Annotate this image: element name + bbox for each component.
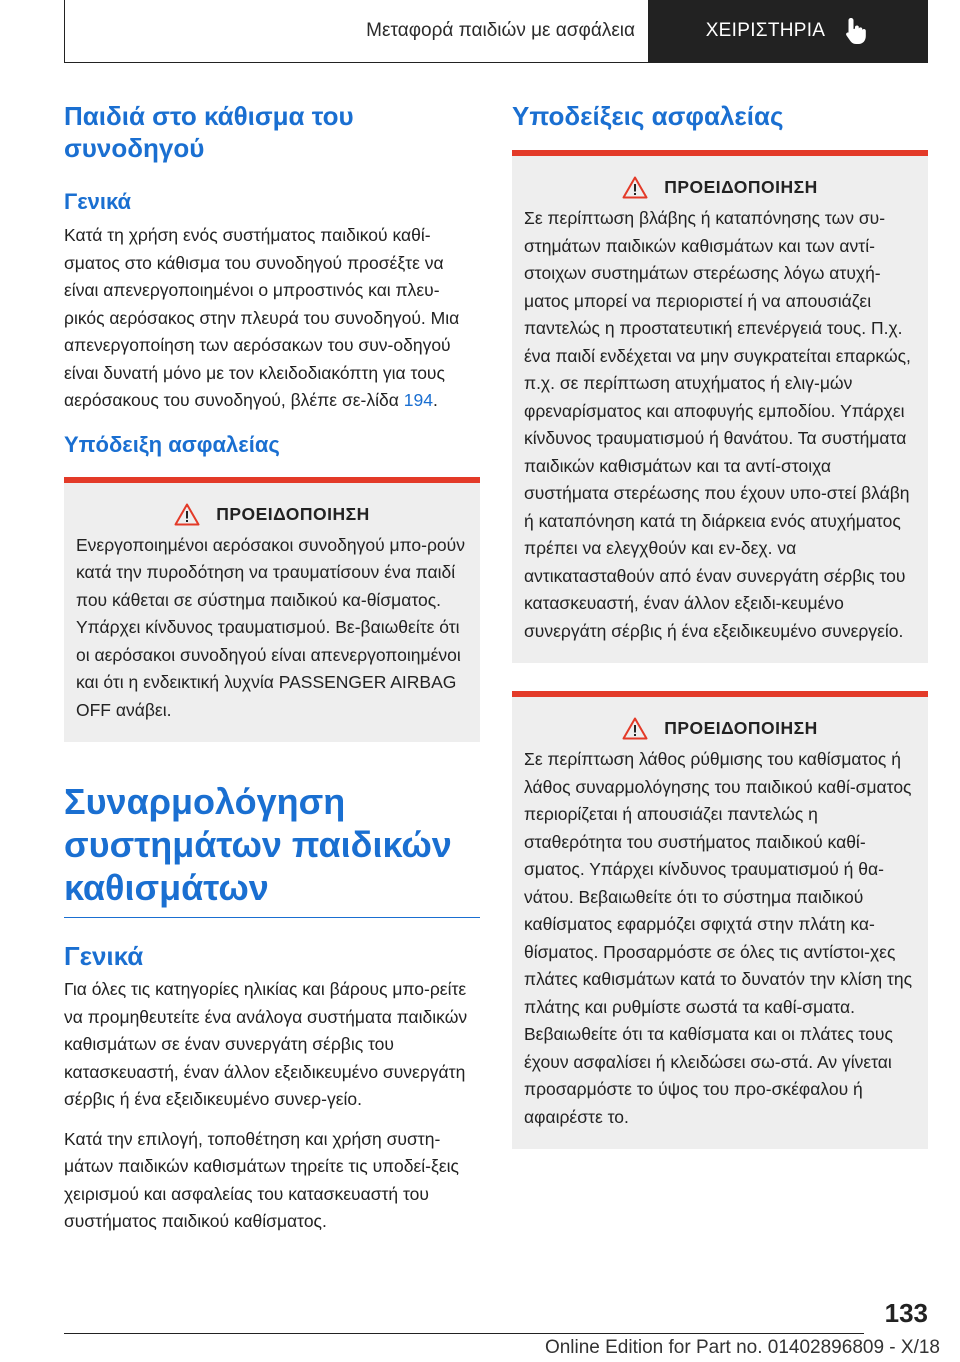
warning-text: Σε περίπτωση λάθος ρύθμισης του καθίσματος ή λάθος συναρμολόγησης του παιδικού καθί-σματος περιορίζεται ή απουσιάζει παντελώς η σταθερότητα του συστήματος παιδικού καθί-σματος. Υπάρχει κίνδυνος τραυματισμού ή θα-νάτου. Βεβαιωθείτε ότι το σύστημα παιδικού καθίσματος εφαρμόζει σφιχτά στην πλάτη κα-θίσματος. Προσαρμόστε σε όλες τις αντίστοι-χες πλάτες καθισμάτων κατά το δυνατόν την κλίση της πλάτης και ρυθμίστε σωστά τα καθί-σματα. Βεβαιωθείτε ότι τα καθίσματα και οι πλάτες τους έχουν ασφαλίσει ή κλειδώσει σω-στά. Αν γίνεται προσαρμόστε το ύψος του προ-σκέφαλου ή αφαιρέστε το. bbox=[524, 749, 913, 1127]
warning-text: Ενεργοποιημένοι αερόσακοι συνοδηγού μπο-ρούν κατά την πυροδότηση να τραυματίσουν ένα παιδί που κάθεται σε σύστημα παιδικού κα-θίσματος. Υπάρχει κίνδυνος τραυματισμού. Βε-βαιωθείτε ότι οι αερόσακοι συνοδηγού είναι απενεργοποιημένοι και ότι η ενδεικτική λυχνία PASSENGER AIRBAG OFF ανάβει. bbox=[76, 534, 465, 720]
paragraph-general-2a: Για όλες τις κατηγορίες ηλικίας και βάρους μπο-ρείτε να προμηθευτείτε ένα ανάλογα συστήματα παιδικών καθισμάτων σε έναν συνεργάτη σέρβις του κατασκευαστή, έναν άλλον εξειδικευμένο συνεργάτη σέρβις ή ένα εξειδικευμένο συνερ-γείο. bbox=[64, 979, 468, 1109]
warning-triangle-icon bbox=[174, 503, 200, 526]
footer-divider bbox=[64, 1333, 864, 1334]
paragraph-general-2b: Κατά την επιλογή, τοποθέτηση και χρήση συστη-μάτων παιδικών καθισμάτων τηρείτε τις υποδεί-ξεις χειρισμού και ασφαλείας του κατασκευαστή του συστήματος παιδικού καθίσματος. bbox=[64, 1128, 459, 1231]
section-heading-child-seat: Παιδιά στο κάθισμα του συνοδηγού bbox=[64, 101, 354, 163]
warning-title: ΠΡΟΕΙΔΟΠΟΙΗΣΗ bbox=[216, 503, 370, 524]
warning-triangle-icon bbox=[622, 717, 648, 740]
page-header bbox=[64, 0, 928, 63]
footer-edition: Online Edition for Part no. 01402896809 - X/18 bbox=[544, 1337, 940, 1358]
page-link-194[interactable]: 194 bbox=[403, 390, 433, 410]
warning-box-1 bbox=[512, 150, 928, 663]
heading-divider bbox=[64, 917, 480, 918]
paragraph-general: Κατά τη χρήση ενός συστήματος παιδικού καθί-σματος στο κάθισμα του συνοδηγού προσέξτε να είναι απενεργοποιημένοι ο μπροστινός και πλευ-ρικός αερόσακος στην πλευρά του συνοδηγού. Μια απενεργοποίηση των αερόσακων του συν-οδηγού είναι δυνατή μόνο με τον κλειδοδιακόπτη για τους αερόσακους του συνοδηγού, βλέπε σε-λίδα 194. bbox=[64, 225, 460, 410]
chapter-title: ΧΕΙΡΙΣΤΗΡΙΑ bbox=[705, 20, 826, 41]
warning-box-2 bbox=[512, 691, 928, 1149]
warning-title: ΠΡΟΕΙΔΟΠΟΙΗΣΗ bbox=[664, 718, 818, 738]
warning-box bbox=[64, 477, 480, 743]
subheading-safety: Υπόδειξη ασφαλείας bbox=[64, 431, 280, 457]
heading-safety-notes: Υποδείξεις ασφαλείας bbox=[512, 101, 784, 131]
left-column bbox=[64, 100, 480, 1248]
subheading-general: Γενικά bbox=[64, 189, 132, 214]
right-column bbox=[512, 100, 928, 1149]
subheading-general-2: Γενικά bbox=[64, 941, 144, 971]
section-title: Μεταφορά παιδιών με ασφάλεια bbox=[366, 20, 635, 41]
warning-text: Σε περίπτωση βλάβης ή καταπόνησης των συ-στημάτων παιδικών καθισμάτων και των αντί-στοιχων συστημάτων στερέωσης λόγω ατυχή-ματος μπορεί να περιοριστεί ή να απουσιάζει παντελώς η προστατευτική επενέργειά τους. Π.χ. ένα παιδί ενδέχεται να μην συγκρατείται επαρκώς, π.χ. σε περίπτωση ατυχήματος ή ελιγ-μών φρεναρίσματος και αποφυγής εμποδίου. Υπάρχει κίνδυνος τραυματισμού ή θανάτου. Τα συστήματα παιδικών καθισμάτων και τα αντί-στοιχα συστήματα στερέωσης που έχουν υπο-στεί βλάβη ή καταπόνηση κατά τη διάρκεια ενός ατυχήματος πρέπει να ελεγχθούν και εν-δεχ. να αντικατασταθούν από έναν συνεργάτη σέρβις του κατασκευαστή, έναν άλλον εξειδι-κευμένο συνεργάτη σέρβις ή ένα εξειδικευμένο συνεργείο. bbox=[524, 208, 911, 641]
chapter-tab[interactable] bbox=[648, 0, 927, 62]
main-heading-assembly: Συναρμολόγηση συστημάτων παιδικών καθισμάτων bbox=[64, 781, 452, 908]
page-number: 133 bbox=[884, 1298, 928, 1328]
warning-title: ΠΡΟΕΙΔΟΠΟΙΗΣΗ bbox=[664, 177, 818, 197]
hand-pointer-icon bbox=[843, 16, 869, 46]
warning-triangle-icon bbox=[622, 176, 648, 199]
